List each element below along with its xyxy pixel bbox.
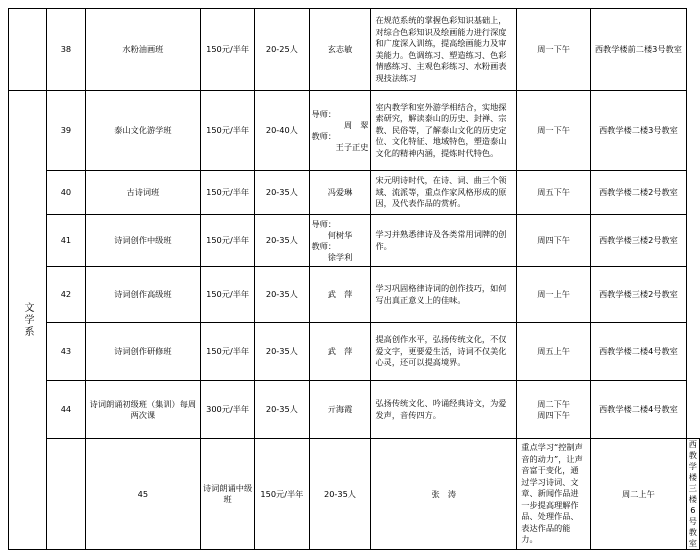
class-size: 20-35人 <box>255 323 309 381</box>
teacher-name: 张 涛 <box>431 488 457 499</box>
teacher-cell <box>371 439 517 550</box>
teacher-label: 教师： <box>311 240 337 251</box>
teacher-label: 教师： <box>311 130 337 141</box>
course-fee: 150元/半年 <box>200 91 254 171</box>
teacher-name: 冯爱琳 <box>327 187 353 197</box>
row-number: 40 <box>47 171 86 215</box>
course-name: 泰山文化游学班 <box>85 91 200 171</box>
teacher-name: 玄志敏 <box>327 44 353 54</box>
classroom: 西教学楼二楼4号教室 <box>590 381 686 439</box>
teacher-name: 武 萍 <box>327 346 353 356</box>
classroom: 西教学楼三楼2号教室 <box>590 267 686 323</box>
classroom: 西教学楼三楼2号教室 <box>590 215 686 267</box>
course-name: 诗词创作高级班 <box>85 267 200 323</box>
class-size: 20-25人 <box>255 9 309 91</box>
table-row <box>9 381 700 439</box>
classroom: 西教学楼二楼3号教室 <box>590 91 686 171</box>
teacher-cell <box>309 267 371 323</box>
empty-cell <box>9 9 47 91</box>
row-number: 38 <box>47 9 86 91</box>
mentor-label: 导师： <box>311 218 337 229</box>
row-number: 45 <box>85 439 200 550</box>
course-name: 古诗词班 <box>85 171 200 215</box>
course-name: 诗词创作中级班 <box>85 215 200 267</box>
course-fee: 150元/半年 <box>200 267 254 323</box>
class-time: 周一下午 <box>517 91 591 171</box>
class-size: 20-35人 <box>309 439 371 550</box>
row-number: 42 <box>47 267 86 323</box>
course-name: 水粉油画班 <box>85 9 200 91</box>
course-description: 学习并熟悉律诗及各类常用词牌的创作。 <box>371 215 517 267</box>
course-description: 提高创作水平，弘扬传统文化，不仅爱文字，更要爱生活，诗词不仅美化心灵，还可以提高境界。 <box>371 323 517 381</box>
table-row <box>9 9 700 91</box>
teacher-cell <box>309 9 371 91</box>
course-fee: 150元/半年 <box>200 323 254 381</box>
row-number: 41 <box>47 215 86 267</box>
class-size: 20-35人 <box>255 267 309 323</box>
row-number: 43 <box>47 323 86 381</box>
teacher-name: 徐学利 <box>327 251 353 262</box>
table-row <box>9 439 700 550</box>
course-name: 诗词朗诵中级班 <box>200 439 254 550</box>
course-fee: 150元/半年 <box>255 439 309 550</box>
table-row <box>9 215 700 267</box>
course-description: 弘扬传统文化、吟诵经典诗文，为爱发声，音传四方。 <box>371 381 517 439</box>
teacher-cell <box>309 323 371 381</box>
classroom: 西教学楼前二楼3号教室 <box>590 9 686 91</box>
row-number: 44 <box>47 381 86 439</box>
table-row <box>9 171 700 215</box>
empty-cell <box>47 439 86 550</box>
course-description: 室内教学和室外游学相结合，实地探索研究，解读泰山的历史、封禅、宗教、民俗等，了解泰山文化的历史定位、文化特征、地域特色，塑造泰山文化的精神内涵，提炼时代特色。 <box>371 91 517 171</box>
class-size: 20-40人 <box>255 91 309 171</box>
course-description: 学习巩固格律诗词的创作技巧，如何写出真正意义上的佳味。 <box>371 267 517 323</box>
row-number: 39 <box>47 91 86 171</box>
teacher-cell <box>309 171 371 215</box>
class-size: 20-35人 <box>255 171 309 215</box>
teacher-name: 王子正史 <box>335 141 369 152</box>
course-fee: 150元/半年 <box>200 171 254 215</box>
course-name: 诗词创作研修班 <box>85 323 200 381</box>
course-description: 宋元明诗时代，在诗、词、曲三个领域、流派等，重点作家风格形成的原因，及代表作品的赏析。 <box>371 171 517 215</box>
classroom: 西教学楼二楼4号教室 <box>590 323 686 381</box>
teacher-cell <box>309 91 371 171</box>
class-time: 周一上午 <box>517 267 591 323</box>
class-size: 20-35人 <box>255 381 309 439</box>
teacher-name: 武 萍 <box>327 289 353 299</box>
course-fee: 150元/半年 <box>200 9 254 91</box>
class-time: 周五下午 <box>517 171 591 215</box>
course-description: 在规范系统的掌握色彩知识基础上，对综合色彩知识及绘画能力进行深度和广度深入训练，提高绘画能力及审美能力。色调练习、塑造练习、色彩情感练习、主观色彩练习、水粉画表现技法练习 <box>371 9 517 91</box>
teacher-cell <box>309 381 371 439</box>
course-table <box>8 8 700 550</box>
department-label: 文学系 <box>9 91 47 550</box>
classroom: 西教学楼三楼6号教室 <box>686 439 699 550</box>
class-time: 周一下午 <box>517 9 591 91</box>
mentor-name: 周 翠 <box>343 119 369 130</box>
class-time: 周二下午 周四下午 <box>517 381 591 439</box>
class-size: 20-35人 <box>255 215 309 267</box>
class-time: 周四下午 <box>517 215 591 267</box>
class-time: 周二上午 <box>590 439 686 550</box>
table-row <box>9 91 700 171</box>
course-description: 重点学习“控制声音的动力”，让声音富于变化，通过学习诗词、文章、新闻作品进一步提高理解作品、处理作品、表达作品的能力。 <box>517 439 591 550</box>
course-fee: 150元/半年 <box>200 215 254 267</box>
course-fee: 300元/半年 <box>200 381 254 439</box>
teacher-cell <box>309 215 371 267</box>
table-row <box>9 267 700 323</box>
course-name: 诗词朗诵初级班（集训）每周两次课 <box>85 381 200 439</box>
course-table-page <box>8 8 700 550</box>
class-time: 周五上午 <box>517 323 591 381</box>
table-row <box>9 323 700 381</box>
teacher-name: 亓海霞 <box>327 404 353 414</box>
mentor-label: 导师： <box>311 108 337 119</box>
classroom: 西教学楼二楼2号教室 <box>590 171 686 215</box>
mentor-name: 何树华 <box>327 229 353 240</box>
